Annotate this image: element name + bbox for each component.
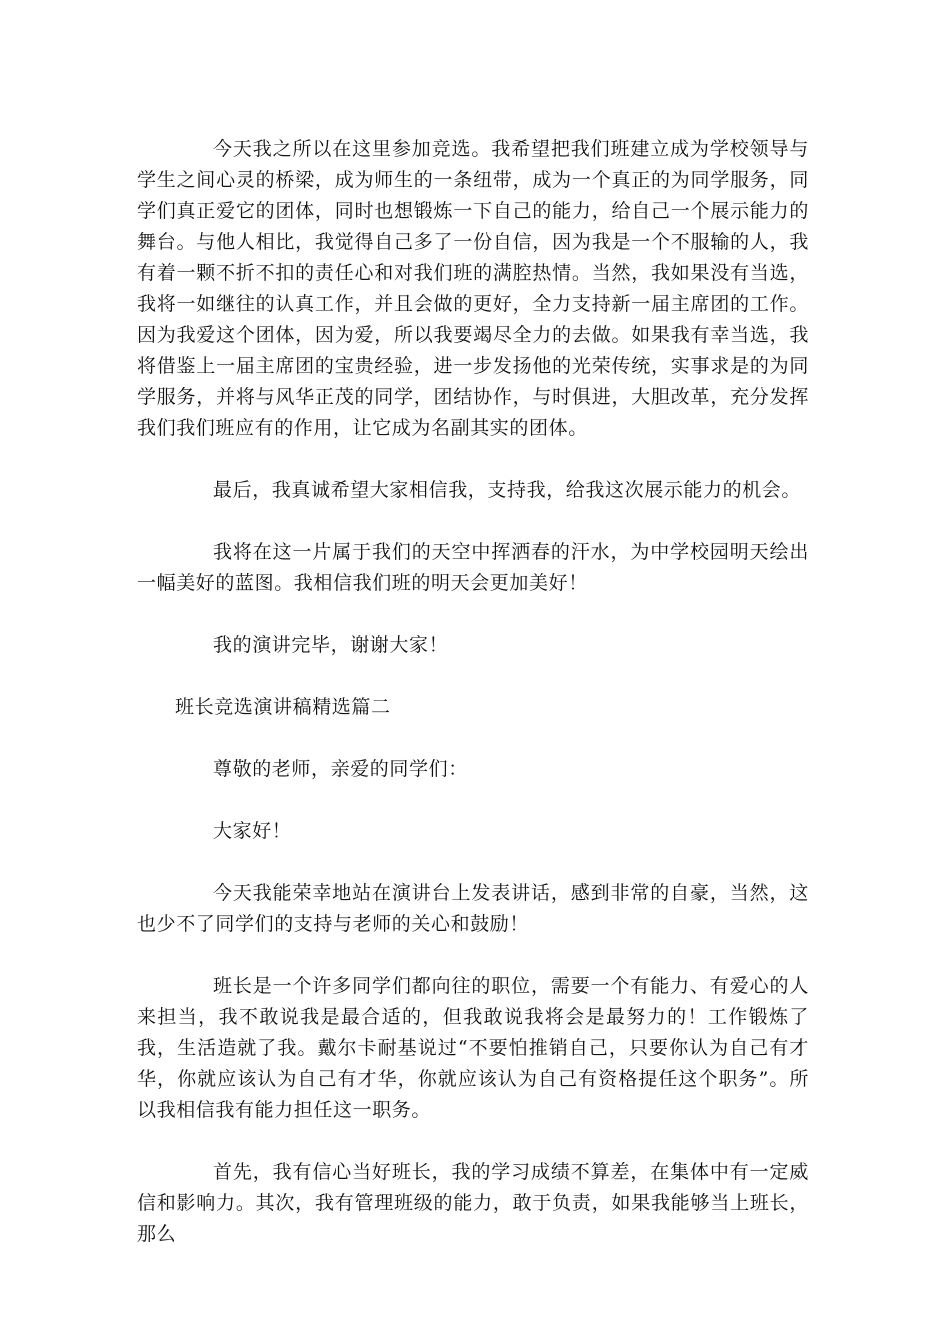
paragraph-5: 今天我能荣幸地站在演讲台上发表讲话，感到非常的自豪，当然，这也少不了同学们的支持与老师的关心和鼓励！ bbox=[137, 882, 809, 935]
document-page bbox=[137, 134, 809, 1250]
paragraph-2: 最后，我真诚希望大家相信我，支持我，给我这次展示能力的机会。 bbox=[213, 479, 802, 501]
paragraph-6: 班长是一个许多同学们都向往的职位，需要一个有能力、有爱心的人来担当，我不敢说我是最合适的，但我敢说我将会是最努力的！工作锻炼了我，生活造就了我。戴尔卡耐基说过“不要怕推销自己，只要你认为自己有才华，你就应该认为自己有才华，你就应该认为自己有资格提任这个职务”。所以我相信我有能力担任这一职务。 bbox=[137, 975, 809, 1121]
greeting: 大家好！ bbox=[213, 820, 292, 842]
paragraph-7: 首先，我有信心当好班长，我的学习成绩不算差，在集体中有一定威信和影响力。其次，我有管理班级的能力，敢于负责，如果我能够当上班长，那么 bbox=[137, 1161, 809, 1245]
salutation: 尊敬的老师，亲爱的同学们： bbox=[213, 758, 468, 780]
section-heading: 班长竞选演讲稿精选篇二 bbox=[175, 696, 391, 718]
paragraph-1: 今天我之所以在这里参加竞选。我希望把我们班建立成为学校领导与学生之间心灵的桥梁，成为师生的一条纽带，成为一个真正的为同学服务，同学们真正爱它的团体，同时也想锻炼一下自己的能力，给自己一个展示能力的舞台。与他人相比，我觉得自己多了一份自信，因为我是一个不服输的人，我有着一颗不折不扣的责任心和对我们班的满腔热情。当然，我如果没有当选，我将一如继往的认真工作，并且会做的更好，全力支持新一届主席团的工作。因为我爱这个团体，因为爱，所以我要竭尽全力的去做。如果我有幸当选，我将借鉴上一届主席团的宝贵经验，进一步发扬他的光荣传统，实事求是的为同学服务，并将与风华正茂的同学，团结协作，与时俱进，大胆改革，充分发挥我们我们班应有的作用，让它成为名副其实的团体。 bbox=[137, 138, 809, 439]
paragraph-4: 我的演讲完毕，谢谢大家！ bbox=[213, 634, 449, 656]
paragraph-3: 我将在这一片属于我们的天空中挥洒春的汗水，为中学校园明天绘出一幅美好的蓝图。我相信我们班的明天会更加美好！ bbox=[137, 541, 809, 594]
